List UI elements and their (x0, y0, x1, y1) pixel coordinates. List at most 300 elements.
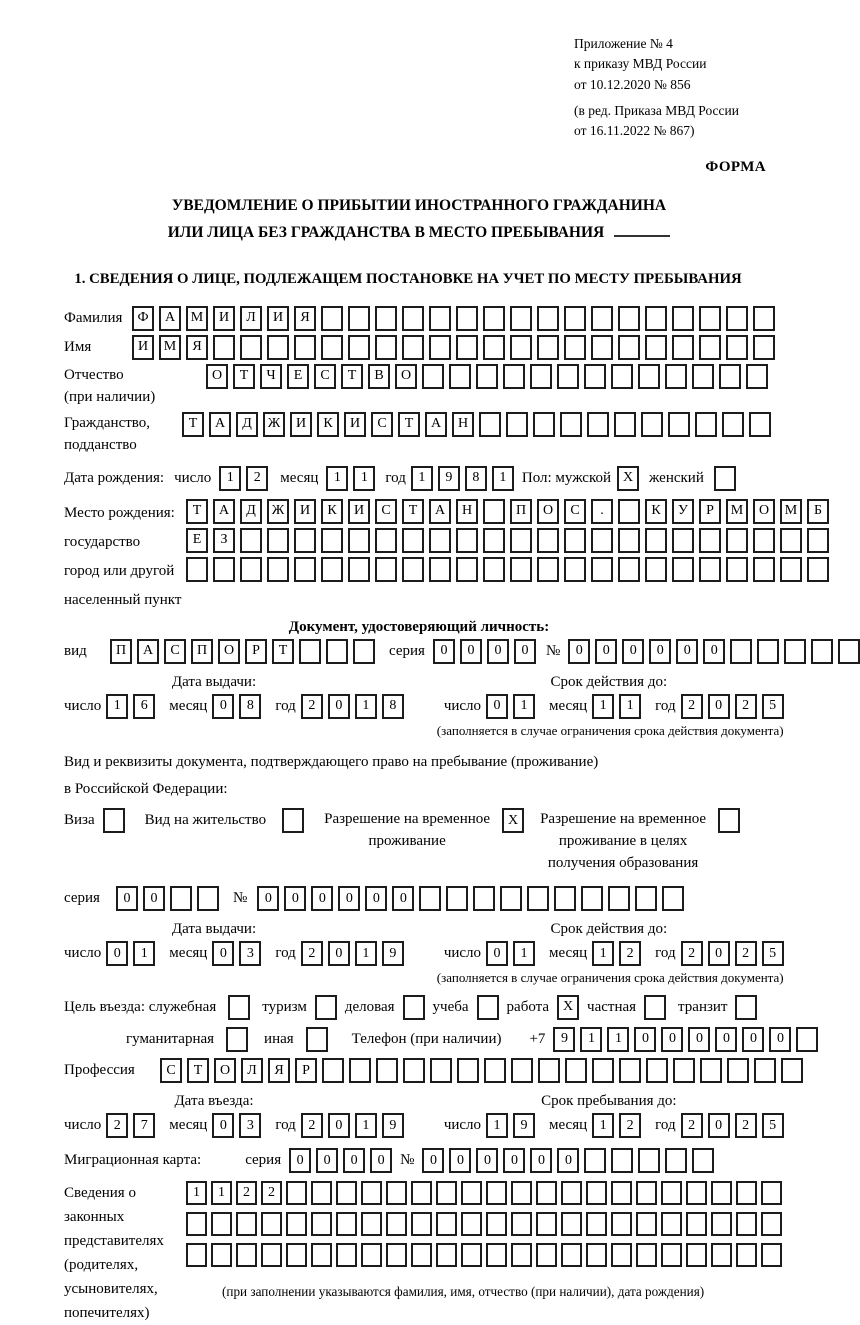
doc-type-cell[interactable]: Т (272, 639, 294, 664)
doc-issue-year-cell[interactable]: 1 (355, 694, 377, 719)
phone-cell[interactable]: 0 (661, 1027, 683, 1052)
firstname-cell[interactable] (510, 335, 532, 360)
profession-cell[interactable]: Р (295, 1058, 317, 1083)
doc-type-cell[interactable]: С (164, 639, 186, 664)
doc-number-cell[interactable]: 0 (676, 639, 698, 664)
stay-until-day-cell[interactable]: 9 (513, 1113, 535, 1138)
representatives-cell[interactable] (336, 1212, 357, 1236)
birth-place-cell[interactable] (240, 528, 262, 553)
doc-valid-year-cell[interactable]: 5 (762, 694, 784, 719)
representatives-cell[interactable] (286, 1181, 307, 1205)
profession-cell[interactable]: Я (268, 1058, 290, 1083)
birth-place-cell[interactable] (726, 528, 748, 553)
birth-place-cell[interactable] (402, 557, 424, 582)
firstname-cell[interactable] (618, 335, 640, 360)
patronymic-cell[interactable] (530, 364, 552, 389)
profession-cell[interactable] (727, 1058, 749, 1083)
representatives-cell[interactable] (511, 1243, 532, 1267)
sex-female-cell[interactable] (714, 466, 736, 491)
birth-place-cell[interactable] (402, 528, 424, 553)
patronymic-cell[interactable] (665, 364, 687, 389)
doc-type-cell[interactable] (326, 639, 348, 664)
doc-issue-month-cell[interactable]: 0 (212, 694, 234, 719)
patronymic-cell[interactable] (449, 364, 471, 389)
citizenship-cell[interactable]: Т (182, 412, 204, 437)
stay-issue-day-cell[interactable]: 0 (106, 941, 128, 966)
firstname-cell[interactable]: И (132, 335, 154, 360)
citizenship-cell[interactable] (479, 412, 501, 437)
birth-place-cell[interactable]: И (348, 499, 370, 524)
representatives-cell[interactable] (611, 1212, 632, 1236)
birth-place-cell[interactable]: . (591, 499, 613, 524)
stay-valid-month-cell[interactable]: 2 (619, 941, 641, 966)
stay-valid-year-cell[interactable]: 0 (708, 941, 730, 966)
birth-day-cell[interactable]: 1 (219, 466, 241, 491)
representatives-cell[interactable] (711, 1243, 732, 1267)
birth-place-cell[interactable]: С (375, 499, 397, 524)
stay-valid-day-cell[interactable]: 0 (486, 941, 508, 966)
birth-place-cell[interactable]: А (213, 499, 235, 524)
patronymic-cell[interactable] (611, 364, 633, 389)
surname-cell[interactable] (402, 306, 424, 331)
firstname-cell[interactable] (537, 335, 559, 360)
phone-cell[interactable]: 0 (742, 1027, 764, 1052)
citizenship-cell[interactable]: Ж (263, 412, 285, 437)
doc-number-cell[interactable]: 0 (703, 639, 725, 664)
birth-month-cell[interactable]: 1 (353, 466, 375, 491)
entry-day-cell[interactable]: 7 (133, 1113, 155, 1138)
birth-place-cell[interactable] (348, 528, 370, 553)
birth-place-cell[interactable] (294, 557, 316, 582)
phone-cell[interactable] (796, 1027, 818, 1052)
stay-valid-year-cell[interactable]: 2 (681, 941, 703, 966)
citizenship-cell[interactable] (506, 412, 528, 437)
citizenship-cell[interactable]: Д (236, 412, 258, 437)
representatives-cell[interactable] (311, 1181, 332, 1205)
birth-day-cell[interactable]: 2 (246, 466, 268, 491)
doc-series-cell[interactable]: 0 (487, 639, 509, 664)
stay-doc-number-cell[interactable] (554, 886, 576, 911)
stay-doc-number-cell[interactable] (419, 886, 441, 911)
representatives-cell[interactable] (611, 1243, 632, 1267)
representatives-cell[interactable] (461, 1212, 482, 1236)
representatives-cell[interactable] (636, 1181, 657, 1205)
citizenship-cell[interactable] (587, 412, 609, 437)
migration-series-cell[interactable]: 0 (289, 1148, 311, 1173)
firstname-cell[interactable] (564, 335, 586, 360)
representatives-cell[interactable]: 1 (186, 1181, 207, 1205)
purpose-private-cell[interactable] (644, 995, 666, 1020)
entry-year-cell[interactable]: 9 (382, 1113, 404, 1138)
birth-place-cell[interactable] (699, 557, 721, 582)
migration-number-cell[interactable]: 0 (530, 1148, 552, 1173)
stay-doc-series-cell[interactable]: 0 (143, 886, 165, 911)
profession-cell[interactable] (349, 1058, 371, 1083)
doc-series-cell[interactable]: 0 (433, 639, 455, 664)
patronymic-cell[interactable] (503, 364, 525, 389)
purpose-tourism-cell[interactable] (315, 995, 337, 1020)
representatives-cell[interactable] (486, 1243, 507, 1267)
surname-cell[interactable]: Я (294, 306, 316, 331)
surname-cell[interactable]: И (213, 306, 235, 331)
doc-number-cell[interactable]: 0 (622, 639, 644, 664)
firstname-cell[interactable] (402, 335, 424, 360)
doc-type-cell[interactable] (353, 639, 375, 664)
surname-cell[interactable]: М (186, 306, 208, 331)
birth-place-cell[interactable] (780, 528, 802, 553)
surname-cell[interactable] (618, 306, 640, 331)
birth-place-cell[interactable] (321, 528, 343, 553)
representatives-cell[interactable] (236, 1212, 257, 1236)
firstname-cell[interactable] (456, 335, 478, 360)
residence-cell[interactable] (282, 808, 304, 833)
profession-cell[interactable] (565, 1058, 587, 1083)
representatives-cell[interactable] (686, 1243, 707, 1267)
stay-doc-number-cell[interactable] (662, 886, 684, 911)
birth-place-cell[interactable]: С (564, 499, 586, 524)
patronymic-cell[interactable] (692, 364, 714, 389)
stay-until-year-cell[interactable]: 2 (735, 1113, 757, 1138)
doc-type-cell[interactable]: П (191, 639, 213, 664)
surname-cell[interactable] (672, 306, 694, 331)
birth-place-cell[interactable] (429, 557, 451, 582)
entry-year-cell[interactable]: 1 (355, 1113, 377, 1138)
representatives-cell[interactable] (461, 1243, 482, 1267)
birth-place-cell[interactable]: А (429, 499, 451, 524)
surname-cell[interactable] (537, 306, 559, 331)
doc-type-cell[interactable]: А (137, 639, 159, 664)
birth-place-cell[interactable] (348, 557, 370, 582)
migration-number-cell[interactable] (665, 1148, 687, 1173)
doc-valid-month-cell[interactable]: 1 (592, 694, 614, 719)
doc-valid-year-cell[interactable]: 0 (708, 694, 730, 719)
representatives-cell[interactable] (361, 1181, 382, 1205)
doc-issue-year-cell[interactable]: 8 (382, 694, 404, 719)
representatives-cell[interactable]: 2 (261, 1181, 282, 1205)
representatives-cell[interactable] (736, 1212, 757, 1236)
representatives-cell[interactable] (686, 1181, 707, 1205)
doc-issue-day-cell[interactable]: 1 (106, 694, 128, 719)
patronymic-cell[interactable] (719, 364, 741, 389)
birth-place-cell[interactable]: Е (186, 528, 208, 553)
stay-valid-year-cell[interactable]: 5 (762, 941, 784, 966)
migration-number-cell[interactable] (692, 1148, 714, 1173)
surname-cell[interactable] (699, 306, 721, 331)
surname-cell[interactable] (375, 306, 397, 331)
representatives-cell[interactable] (436, 1181, 457, 1205)
birth-place-cell[interactable] (294, 528, 316, 553)
birth-place-cell[interactable] (807, 528, 829, 553)
surname-cell[interactable]: Ф (132, 306, 154, 331)
birth-place-cell[interactable] (186, 557, 208, 582)
firstname-cell[interactable] (753, 335, 775, 360)
birth-year-cell[interactable]: 8 (465, 466, 487, 491)
representatives-cell[interactable] (736, 1181, 757, 1205)
birth-place-cell[interactable]: Ж (267, 499, 289, 524)
doc-valid-year-cell[interactable]: 2 (681, 694, 703, 719)
firstname-cell[interactable] (699, 335, 721, 360)
purpose-work-cell[interactable]: X (557, 995, 579, 1020)
birth-place-cell[interactable] (645, 557, 667, 582)
representatives-cell[interactable] (661, 1181, 682, 1205)
stay-issue-month-cell[interactable]: 3 (239, 941, 261, 966)
birth-year-cell[interactable]: 1 (492, 466, 514, 491)
profession-cell[interactable] (700, 1058, 722, 1083)
stay-doc-number-cell[interactable]: 0 (338, 886, 360, 911)
surname-cell[interactable] (645, 306, 667, 331)
birth-place-cell[interactable] (510, 557, 532, 582)
profession-cell[interactable] (403, 1058, 425, 1083)
firstname-cell[interactable] (240, 335, 262, 360)
profession-cell[interactable] (457, 1058, 479, 1083)
birth-place-cell[interactable] (429, 528, 451, 553)
profession-cell[interactable] (619, 1058, 641, 1083)
citizenship-cell[interactable] (722, 412, 744, 437)
birth-place-cell[interactable] (510, 528, 532, 553)
doc-issue-year-cell[interactable]: 0 (328, 694, 350, 719)
migration-number-cell[interactable]: 0 (503, 1148, 525, 1173)
phone-cell[interactable]: 0 (769, 1027, 791, 1052)
stay-issue-day-cell[interactable]: 1 (133, 941, 155, 966)
surname-cell[interactable]: А (159, 306, 181, 331)
citizenship-cell[interactable]: С (371, 412, 393, 437)
representatives-cell[interactable] (211, 1212, 232, 1236)
patronymic-cell[interactable] (422, 364, 444, 389)
firstname-cell[interactable] (267, 335, 289, 360)
patronymic-cell[interactable] (746, 364, 768, 389)
birth-place-cell[interactable] (618, 557, 640, 582)
birth-place-cell[interactable] (753, 528, 775, 553)
birth-place-cell[interactable] (753, 557, 775, 582)
representatives-cell[interactable] (411, 1243, 432, 1267)
birth-place-cell[interactable] (699, 528, 721, 553)
representatives-cell[interactable]: 1 (211, 1181, 232, 1205)
entry-year-cell[interactable]: 0 (328, 1113, 350, 1138)
birth-place-cell[interactable] (726, 557, 748, 582)
doc-type-cell[interactable]: Р (245, 639, 267, 664)
birth-place-cell[interactable] (240, 557, 262, 582)
doc-type-cell[interactable]: О (218, 639, 240, 664)
representatives-cell[interactable] (486, 1212, 507, 1236)
citizenship-cell[interactable] (695, 412, 717, 437)
profession-cell[interactable] (511, 1058, 533, 1083)
stay-issue-year-cell[interactable]: 9 (382, 941, 404, 966)
surname-cell[interactable] (456, 306, 478, 331)
profession-cell[interactable]: Т (187, 1058, 209, 1083)
birth-place-cell[interactable] (591, 557, 613, 582)
doc-valid-year-cell[interactable]: 2 (735, 694, 757, 719)
profession-cell[interactable]: Л (241, 1058, 263, 1083)
firstname-cell[interactable] (348, 335, 370, 360)
doc-issue-year-cell[interactable]: 2 (301, 694, 323, 719)
migration-number-cell[interactable]: 0 (557, 1148, 579, 1173)
patronymic-cell[interactable]: В (368, 364, 390, 389)
representatives-cell[interactable]: 2 (236, 1181, 257, 1205)
patronymic-cell[interactable]: С (314, 364, 336, 389)
doc-number-cell[interactable] (730, 639, 752, 664)
purpose-business-cell[interactable] (403, 995, 425, 1020)
firstname-cell[interactable] (429, 335, 451, 360)
patronymic-cell[interactable]: О (206, 364, 228, 389)
surname-cell[interactable] (591, 306, 613, 331)
birth-place-cell[interactable]: И (294, 499, 316, 524)
citizenship-cell[interactable]: А (425, 412, 447, 437)
representatives-cell[interactable] (286, 1212, 307, 1236)
birth-place-cell[interactable] (537, 557, 559, 582)
patronymic-cell[interactable] (557, 364, 579, 389)
representatives-cell[interactable] (736, 1243, 757, 1267)
citizenship-cell[interactable]: Н (452, 412, 474, 437)
stay-doc-number-cell[interactable]: 0 (284, 886, 306, 911)
phone-cell[interactable]: 0 (715, 1027, 737, 1052)
birth-place-cell[interactable] (483, 499, 505, 524)
birth-place-cell[interactable] (564, 528, 586, 553)
birth-place-cell[interactable]: О (753, 499, 775, 524)
representatives-cell[interactable] (511, 1181, 532, 1205)
birth-place-cell[interactable]: П (510, 499, 532, 524)
entry-day-cell[interactable]: 2 (106, 1113, 128, 1138)
citizenship-cell[interactable]: Т (398, 412, 420, 437)
birth-place-cell[interactable]: М (780, 499, 802, 524)
representatives-cell[interactable] (586, 1181, 607, 1205)
representatives-cell[interactable] (311, 1243, 332, 1267)
representatives-cell[interactable] (436, 1243, 457, 1267)
surname-cell[interactable] (483, 306, 505, 331)
birth-place-cell[interactable]: З (213, 528, 235, 553)
entry-month-cell[interactable]: 3 (239, 1113, 261, 1138)
birth-place-cell[interactable] (645, 528, 667, 553)
patronymic-cell[interactable]: Т (233, 364, 255, 389)
stay-doc-number-cell[interactable]: 0 (365, 886, 387, 911)
representatives-cell[interactable] (661, 1243, 682, 1267)
birth-place-cell[interactable] (483, 557, 505, 582)
birth-place-cell[interactable] (375, 528, 397, 553)
profession-cell[interactable] (592, 1058, 614, 1083)
birth-place-cell[interactable] (321, 557, 343, 582)
representatives-cell[interactable] (361, 1212, 382, 1236)
doc-series-cell[interactable]: 0 (460, 639, 482, 664)
representatives-cell[interactable] (386, 1181, 407, 1205)
stay-valid-day-cell[interactable]: 1 (513, 941, 535, 966)
phone-cell[interactable]: 0 (634, 1027, 656, 1052)
representatives-cell[interactable] (386, 1212, 407, 1236)
firstname-cell[interactable]: М (159, 335, 181, 360)
edu-residence-cell[interactable] (718, 808, 740, 833)
stay-doc-number-cell[interactable] (473, 886, 495, 911)
doc-number-cell[interactable] (757, 639, 779, 664)
birth-place-cell[interactable] (564, 557, 586, 582)
stay-doc-number-cell[interactable] (581, 886, 603, 911)
migration-number-cell[interactable]: 0 (422, 1148, 444, 1173)
stay-until-year-cell[interactable]: 2 (681, 1113, 703, 1138)
surname-cell[interactable] (321, 306, 343, 331)
stay-doc-series-cell[interactable]: 0 (116, 886, 138, 911)
birth-place-cell[interactable] (618, 499, 640, 524)
citizenship-cell[interactable]: И (290, 412, 312, 437)
profession-cell[interactable] (538, 1058, 560, 1083)
migration-series-cell[interactable]: 0 (343, 1148, 365, 1173)
surname-cell[interactable] (753, 306, 775, 331)
firstname-cell[interactable]: Я (186, 335, 208, 360)
representatives-cell[interactable] (561, 1181, 582, 1205)
firstname-cell[interactable] (726, 335, 748, 360)
visa-cell[interactable] (103, 808, 125, 833)
entry-month-cell[interactable]: 0 (212, 1113, 234, 1138)
representatives-cell[interactable] (486, 1181, 507, 1205)
representatives-cell[interactable] (236, 1243, 257, 1267)
profession-cell[interactable] (322, 1058, 344, 1083)
purpose-other-cell[interactable] (306, 1027, 328, 1052)
patronymic-cell[interactable] (638, 364, 660, 389)
patronymic-cell[interactable] (476, 364, 498, 389)
purpose-study-cell[interactable] (477, 995, 499, 1020)
birth-place-cell[interactable] (456, 528, 478, 553)
patronymic-cell[interactable]: О (395, 364, 417, 389)
firstname-cell[interactable] (375, 335, 397, 360)
representatives-cell[interactable] (536, 1212, 557, 1236)
representatives-cell[interactable] (636, 1243, 657, 1267)
birth-place-cell[interactable]: О (537, 499, 559, 524)
stay-doc-number-cell[interactable] (527, 886, 549, 911)
representatives-cell[interactable] (611, 1181, 632, 1205)
birth-month-cell[interactable]: 1 (326, 466, 348, 491)
representatives-cell[interactable] (336, 1243, 357, 1267)
birth-place-cell[interactable]: К (645, 499, 667, 524)
doc-valid-day-cell[interactable]: 0 (486, 694, 508, 719)
doc-number-cell[interactable]: 0 (649, 639, 671, 664)
birth-place-cell[interactable] (807, 557, 829, 582)
representatives-cell[interactable] (411, 1212, 432, 1236)
profession-cell[interactable] (673, 1058, 695, 1083)
stay-doc-series-cell[interactable] (197, 886, 219, 911)
birth-place-cell[interactable] (375, 557, 397, 582)
birth-place-cell[interactable]: Д (240, 499, 262, 524)
citizenship-cell[interactable] (749, 412, 771, 437)
representatives-cell[interactable] (511, 1212, 532, 1236)
representatives-cell[interactable] (386, 1243, 407, 1267)
migration-number-cell[interactable]: 0 (449, 1148, 471, 1173)
migration-number-cell[interactable] (611, 1148, 633, 1173)
birth-place-cell[interactable] (618, 528, 640, 553)
representatives-cell[interactable] (586, 1243, 607, 1267)
birth-place-cell[interactable] (780, 557, 802, 582)
firstname-cell[interactable] (672, 335, 694, 360)
stay-doc-number-cell[interactable]: 0 (392, 886, 414, 911)
stay-doc-series-cell[interactable] (170, 886, 192, 911)
representatives-cell[interactable] (761, 1181, 782, 1205)
citizenship-cell[interactable] (641, 412, 663, 437)
representatives-cell[interactable] (561, 1212, 582, 1236)
stay-until-month-cell[interactable]: 1 (592, 1113, 614, 1138)
doc-type-cell[interactable] (299, 639, 321, 664)
birth-place-cell[interactable]: У (672, 499, 694, 524)
representatives-cell[interactable] (761, 1212, 782, 1236)
birth-place-cell[interactable]: Б (807, 499, 829, 524)
representatives-cell[interactable] (261, 1212, 282, 1236)
stay-issue-month-cell[interactable]: 0 (212, 941, 234, 966)
phone-cell[interactable]: 9 (553, 1027, 575, 1052)
doc-issue-month-cell[interactable]: 8 (239, 694, 261, 719)
profession-cell[interactable] (376, 1058, 398, 1083)
birth-place-cell[interactable] (672, 528, 694, 553)
stay-valid-year-cell[interactable]: 2 (735, 941, 757, 966)
migration-number-cell[interactable]: 0 (476, 1148, 498, 1173)
stay-until-month-cell[interactable]: 2 (619, 1113, 641, 1138)
stay-doc-number-cell[interactable] (500, 886, 522, 911)
representatives-cell[interactable] (461, 1181, 482, 1205)
purpose-official-cell[interactable] (228, 995, 250, 1020)
stay-doc-number-cell[interactable] (608, 886, 630, 911)
